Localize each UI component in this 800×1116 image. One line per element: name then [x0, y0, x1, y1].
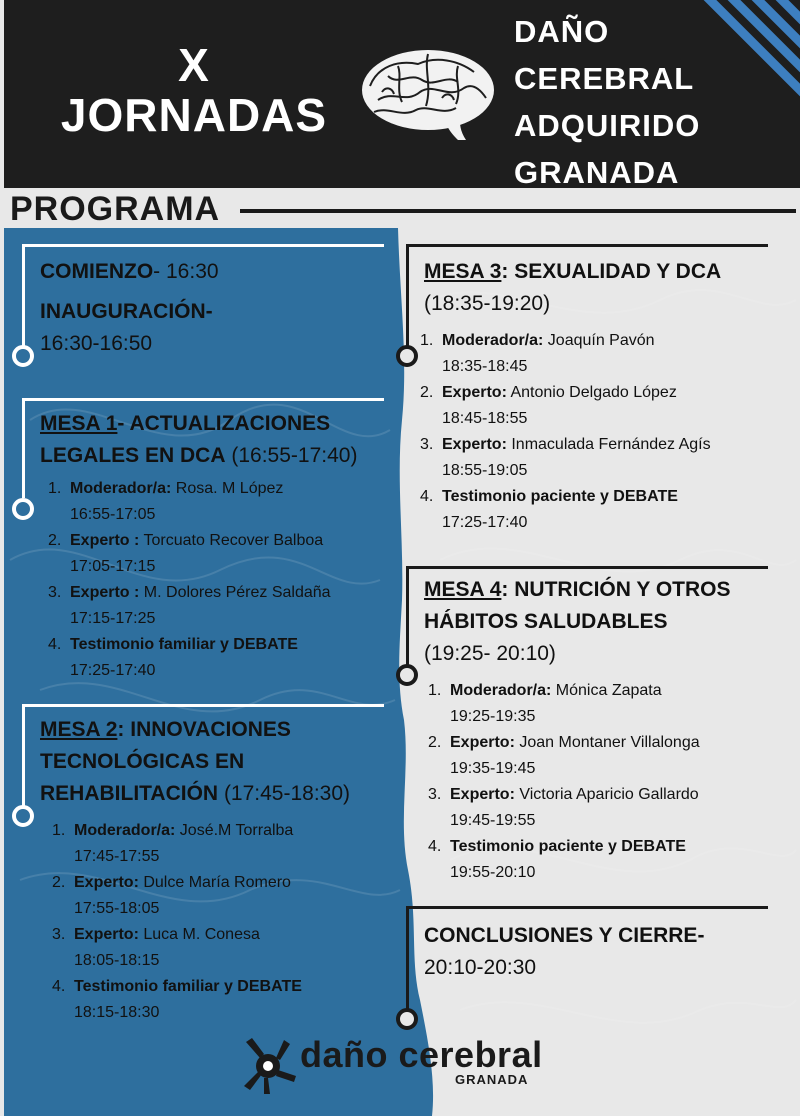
item-role: Experto :	[70, 584, 140, 601]
item-time: 16:55-17:05	[70, 506, 156, 523]
timeline-node-icon	[396, 664, 418, 686]
item-time: 17:45-17:55	[74, 848, 160, 865]
header	[4, 0, 800, 188]
section-comienzo	[40, 256, 390, 360]
item-role: Experto:	[74, 926, 139, 943]
comienzo-label: COMIENZO	[40, 260, 154, 283]
list-item	[428, 834, 794, 886]
logo-subtitle: GRANADA	[455, 1072, 529, 1087]
program-title: PROGRAMA	[10, 190, 221, 228]
item-number: 2.	[52, 874, 66, 891]
item-number: 4.	[48, 636, 62, 653]
section-mesa-3	[420, 256, 794, 536]
section-mesa-2	[40, 714, 400, 1026]
program-divider	[240, 209, 796, 213]
item-number: 1.	[420, 332, 434, 349]
item-role: Testimonio paciente y DEBATE	[442, 488, 678, 505]
title-line-dano: DAÑO	[514, 14, 610, 49]
list-item	[428, 678, 794, 730]
item-number: 1.	[428, 682, 442, 699]
mesa2-title-b: TECNOLÓGICAS EN	[40, 750, 245, 773]
item-time: 18:45-18:55	[442, 410, 528, 427]
item-role: Experto:	[74, 874, 139, 891]
item-number: 4.	[428, 838, 442, 855]
list-item	[48, 476, 400, 528]
title-line-granada: GRANADA	[514, 155, 680, 188]
logo-text: daño cerebral	[300, 1034, 543, 1075]
brain-icon	[358, 46, 498, 142]
item-role: Moderador/a:	[70, 480, 172, 497]
mesa2-title-c: REHABILITACIÓN	[40, 782, 219, 805]
timeline-node-icon	[12, 805, 34, 827]
item-time: 17:25-17:40	[442, 514, 528, 531]
mesa4-title-b: HÁBITOS SALUDABLES	[424, 610, 668, 633]
item-time: 19:25-19:35	[450, 708, 536, 725]
mesa3-time: (18:35-19:20)	[424, 292, 551, 315]
timeline-bar	[22, 704, 384, 707]
list-item	[52, 870, 400, 922]
item-number: 1.	[52, 822, 66, 839]
title-dano-cerebral	[514, 8, 700, 188]
mesa2-time: (17:45-18:30)	[218, 782, 351, 805]
list-item	[420, 432, 794, 484]
list-item	[420, 484, 794, 536]
list-item	[48, 528, 400, 580]
mesa2-title-a: : INNOVACIONES	[117, 718, 291, 741]
item-role: Testimonio familiar y DEBATE	[70, 636, 298, 653]
title-line-cerebral: CEREBRAL	[514, 61, 695, 96]
item-name: M. Dolores Pérez Saldaña	[139, 584, 331, 601]
item-role: Testimonio paciente y DEBATE	[450, 838, 686, 855]
timeline-bar	[22, 398, 384, 401]
list-item	[48, 632, 400, 684]
timeline-stem	[22, 398, 25, 498]
comienzo-time: - 16:30	[153, 260, 219, 283]
item-number: 2.	[48, 532, 62, 549]
mesa2-prefix: MESA 2	[40, 718, 118, 741]
list-item	[52, 974, 400, 1026]
mesa3-title-a: : SEXUALIDAD Y DCA	[501, 260, 722, 283]
list-item	[52, 922, 400, 974]
dca-logo-icon	[238, 1032, 302, 1096]
item-name: Rosa. M López	[171, 480, 284, 497]
item-time: 19:55-20:10	[450, 864, 536, 881]
list-item	[428, 782, 794, 834]
timeline-stem	[406, 244, 409, 346]
mesa2-list	[52, 818, 400, 1026]
timeline-node-icon	[12, 498, 34, 520]
item-role: Experto :	[70, 532, 140, 549]
item-name: Inmaculada Fernández Agís	[506, 436, 711, 453]
timeline-stem	[406, 566, 409, 672]
timeline-node-icon	[396, 345, 418, 367]
inauguracion-dash: -	[205, 300, 213, 323]
timeline-bar	[406, 906, 768, 909]
mesa3-prefix: MESA 3	[424, 260, 502, 283]
inauguracion-time: 16:30-16:50	[40, 332, 153, 355]
item-number: 3.	[428, 786, 442, 803]
timeline-bar	[406, 244, 768, 247]
timeline-node-icon	[396, 1008, 418, 1030]
item-time: 17:05-17:15	[70, 558, 156, 575]
mesa1-title-b: LEGALES EN DCA	[40, 444, 226, 467]
mesa1-list	[48, 476, 400, 684]
item-role: Experto:	[450, 786, 515, 803]
list-item	[48, 580, 400, 632]
item-name: Torcuato Recover Balboa	[139, 532, 324, 549]
item-time: 17:55-18:05	[74, 900, 160, 917]
item-time: 18:35-18:45	[442, 358, 528, 375]
mesa4-time: (19:25- 20:10)	[424, 642, 556, 665]
item-number: 1.	[48, 480, 62, 497]
mesa4-list	[428, 678, 794, 886]
timeline-bar	[406, 566, 768, 569]
item-role: Moderador/a:	[74, 822, 176, 839]
item-number: 2.	[428, 734, 442, 751]
timeline-stem	[22, 244, 25, 346]
item-name: Mónica Zapata	[551, 682, 662, 699]
timeline-stem	[22, 704, 25, 806]
timeline-node-icon	[12, 345, 34, 367]
item-number: 3.	[48, 584, 62, 601]
mesa1-title-a: - ACTUALIZACIONES	[117, 412, 331, 435]
title-line-adquirido: ADQUIRIDO	[514, 108, 701, 143]
item-time: 18:55-19:05	[442, 462, 528, 479]
item-time: 19:45-19:55	[450, 812, 536, 829]
item-name: Victoria Aparicio Gallardo	[514, 786, 699, 803]
item-time: 18:15-18:30	[74, 1004, 160, 1021]
item-role: Moderador/a:	[442, 332, 544, 349]
list-item	[420, 328, 794, 380]
item-name: José.M Torralba	[175, 822, 294, 839]
cierre-label: CONCLUSIONES Y CIERRE-	[424, 924, 705, 947]
item-role: Testimonio familiar y DEBATE	[74, 978, 302, 995]
item-name: Luca M. Conesa	[138, 926, 260, 943]
item-role: Moderador/a:	[450, 682, 552, 699]
item-role: Experto:	[450, 734, 515, 751]
item-time: 17:25-17:40	[70, 662, 156, 679]
item-time: 19:35-19:45	[450, 760, 536, 777]
title-roman-numeral: X	[178, 39, 210, 91]
timeline-stem	[406, 906, 409, 1010]
mesa3-list	[420, 328, 794, 536]
item-name: Dulce María Romero	[138, 874, 291, 891]
item-number: 2.	[420, 384, 434, 401]
item-role: Experto:	[442, 384, 507, 401]
timeline-bar	[22, 244, 384, 247]
title-jornadas: JORNADAS	[60, 89, 328, 141]
item-name: Antonio Delgado López	[506, 384, 677, 401]
item-name: Joaquín Pavón	[543, 332, 655, 349]
section-mesa-1	[40, 408, 400, 684]
item-name: Joan Montaner Villalonga	[514, 734, 700, 751]
item-number: 4.	[420, 488, 434, 505]
section-mesa-4	[424, 574, 794, 886]
mesa4-prefix: MESA 4	[424, 578, 502, 601]
item-time: 18:05-18:15	[74, 952, 160, 969]
mesa1-prefix: MESA 1	[40, 412, 118, 435]
mesa1-time: (16:55-17:40)	[225, 444, 358, 467]
mesa4-title-a: : NUTRICIÓN Y OTROS	[501, 578, 731, 601]
cierre-time: 20:10-20:30	[424, 956, 537, 979]
inauguracion-label: INAUGURACIÓN	[40, 300, 206, 323]
item-time: 17:15-17:25	[70, 610, 156, 627]
item-number: 3.	[420, 436, 434, 453]
item-number: 4.	[52, 978, 66, 995]
item-number: 3.	[52, 926, 66, 943]
list-item	[52, 818, 400, 870]
list-item	[428, 730, 794, 782]
section-cierre	[424, 920, 794, 984]
item-role: Experto:	[442, 436, 507, 453]
list-item	[420, 380, 794, 432]
